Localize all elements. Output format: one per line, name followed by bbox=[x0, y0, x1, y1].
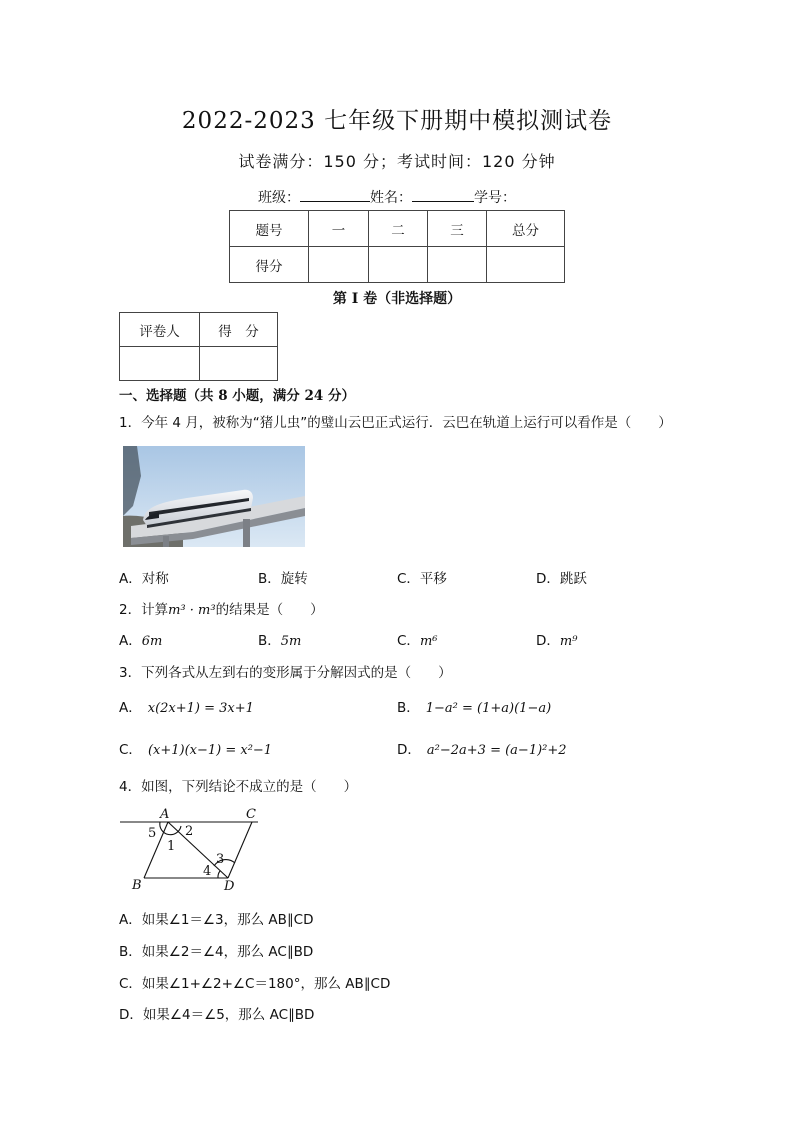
question-2-prefix: 2．计算 bbox=[119, 602, 169, 618]
question-2-option-d[interactable]: D．m⁹ bbox=[536, 633, 578, 649]
monorail-photo bbox=[123, 446, 305, 547]
question-1-option-a[interactable]: A．对称 bbox=[119, 571, 169, 587]
figure-label: 5 bbox=[148, 826, 157, 841]
score-header-cell: 三 bbox=[428, 211, 487, 247]
parallel-lines-figure bbox=[118, 806, 268, 894]
score-cell[interactable] bbox=[487, 247, 565, 283]
question-1-option-b[interactable]: B．旋转 bbox=[258, 571, 308, 587]
question-4-option-b[interactable]: B．如果∠2＝∠4，那么 AC∥BD bbox=[119, 944, 314, 960]
exam-subtitle: 试卷满分：150 分；考试时间：120 分钟 bbox=[238, 152, 556, 171]
figure-label: C bbox=[246, 807, 256, 822]
grader-score-label: 得 分 bbox=[200, 313, 278, 347]
name-blank[interactable] bbox=[412, 186, 474, 202]
score-header-cell: 二 bbox=[369, 211, 428, 247]
score-header-cell: 总分 bbox=[487, 211, 565, 247]
score-header-cell: 题号 bbox=[230, 211, 309, 247]
figure-label: 2 bbox=[185, 824, 194, 839]
grader-label: 评卷人 bbox=[120, 313, 200, 347]
score-table-header-row bbox=[230, 211, 565, 247]
score-row-label: 得分 bbox=[230, 247, 309, 283]
figure-label: 3 bbox=[216, 852, 225, 867]
question-3-option-a[interactable]: A． x(2x+1) = 3x+1 bbox=[119, 700, 254, 716]
grader-cell[interactable] bbox=[120, 347, 200, 381]
figure-label: B bbox=[132, 878, 142, 893]
question-4-stem: 4．如图，下列结论不成立的是（ ） bbox=[119, 779, 358, 795]
score-header-cell: 一 bbox=[309, 211, 369, 247]
grader-table bbox=[119, 312, 278, 381]
question-4-option-a[interactable]: A．如果∠1＝∠3，那么 AB∥CD bbox=[119, 912, 314, 928]
grader-score-cell[interactable] bbox=[200, 347, 278, 381]
name-label: 姓名： bbox=[370, 190, 412, 206]
section-heading: 一、选择题（共 8 小题，满分 24 分） bbox=[119, 388, 355, 404]
figure-label: A bbox=[160, 807, 170, 822]
question-3-option-b[interactable]: B． 1−a² = (1+a)(1−a) bbox=[397, 700, 552, 716]
question-2-option-c[interactable]: C．m⁶ bbox=[397, 633, 438, 649]
question-3-option-d[interactable]: D． a²−2a+3 = (a−1)²+2 bbox=[397, 742, 567, 758]
class-blank[interactable] bbox=[300, 186, 370, 202]
question-1-stem: 1．今年 4 月，被称为“猪儿虫”的璧山云巴正式运行．云巴在轨道上运行可以看作是（ ） bbox=[119, 415, 672, 431]
line-cd bbox=[228, 822, 252, 878]
question-1-option-c[interactable]: C．平移 bbox=[397, 571, 447, 587]
question-3-stem: 3．下列各式从左到右的变形属于分解因式的是（ ） bbox=[119, 665, 452, 681]
class-label: 班级： bbox=[258, 190, 300, 206]
question-1-option-d[interactable]: D．跳跃 bbox=[536, 571, 587, 587]
exam-title: 2022-2023 七年级下册期中模拟测试卷 bbox=[181, 108, 613, 134]
score-cell[interactable] bbox=[428, 247, 487, 283]
part-title: 第 I 卷（非选择题） bbox=[332, 291, 462, 307]
question-4-option-c[interactable]: C．如果∠1+∠2+∠C＝180°，那么 AB∥CD bbox=[119, 976, 391, 992]
figure-label: 1 bbox=[167, 839, 176, 854]
figure-label: D bbox=[224, 879, 235, 894]
student-info-line bbox=[258, 186, 516, 207]
question-2-expression: m³ · m³ bbox=[168, 603, 216, 618]
id-label: 学号： bbox=[474, 190, 516, 206]
score-table bbox=[229, 210, 565, 283]
question-2-suffix: 的结果是（ ） bbox=[215, 602, 324, 618]
question-3-option-c[interactable]: C． (x+1)(x−1) = x²−1 bbox=[119, 742, 273, 758]
line-ad bbox=[168, 822, 228, 878]
score-cell[interactable] bbox=[369, 247, 428, 283]
figure-label: 4 bbox=[203, 864, 212, 879]
question-2-stem bbox=[119, 598, 324, 618]
question-2-option-b[interactable]: B．5m bbox=[258, 633, 302, 649]
question-4-option-d[interactable]: D．如果∠4＝∠5，那么 AC∥BD bbox=[119, 1007, 315, 1023]
score-cell[interactable] bbox=[309, 247, 369, 283]
angle-arc-4 bbox=[218, 871, 220, 878]
question-2-option-a[interactable]: A．6m bbox=[119, 633, 163, 649]
score-table-score-row bbox=[230, 247, 565, 283]
